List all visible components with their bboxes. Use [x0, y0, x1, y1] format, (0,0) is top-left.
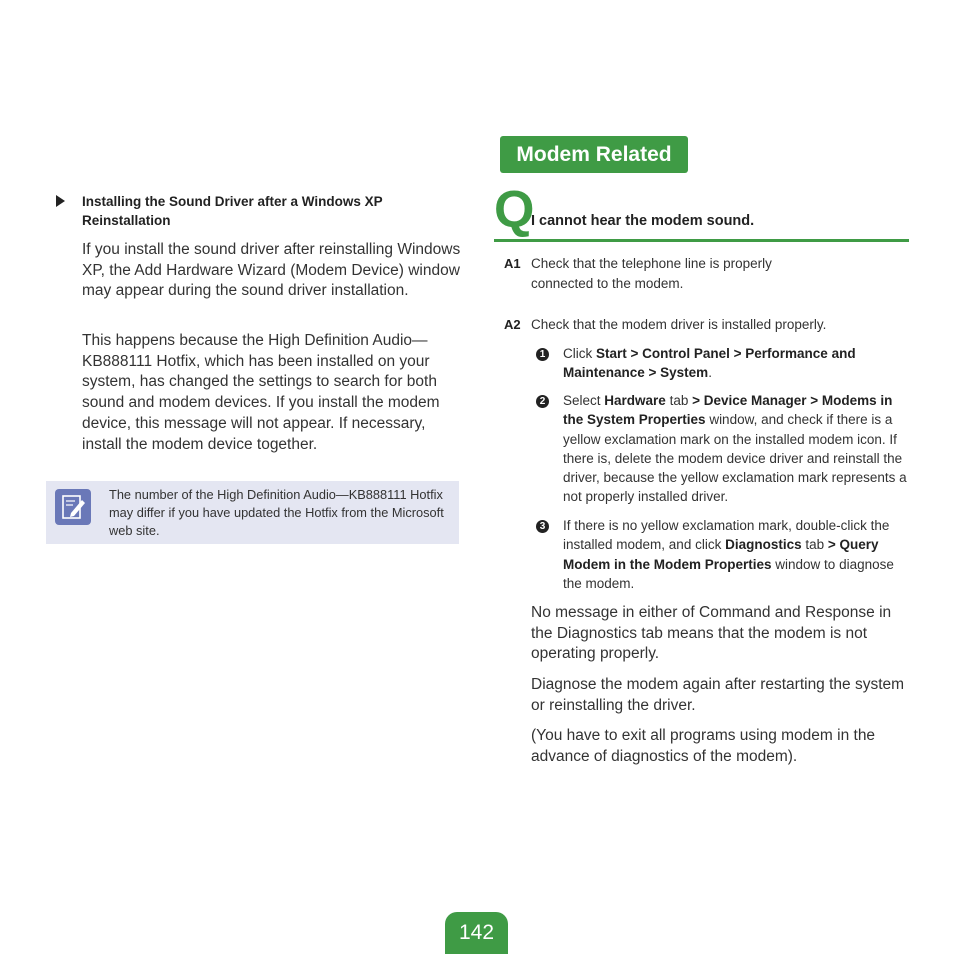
step-3-bold: Diagnostics	[725, 537, 802, 553]
step-2-part: tab	[665, 393, 693, 408]
page-number: 142	[445, 912, 508, 954]
step-3-part: window to diagnose the modem.	[563, 556, 894, 591]
right-paragraph-3: (You have to exit all programs using modem in the advance of diagnostics of the modem).	[531, 727, 876, 765]
right-paragraph-1: No message in either of Command and Response in the Diagnostics tab means that the modem is not operating properly.	[531, 604, 892, 663]
step-2-bold: > Device Manager > Modems in the System Properties	[563, 393, 893, 428]
step-1-part: .	[708, 365, 712, 381]
subsection-heading-text: Installing the Sound Driver after a Windows XP Reinstallation	[82, 194, 383, 228]
step-1-text	[563, 344, 908, 383]
subsection-heading	[56, 192, 416, 230]
step-2-bold: Hardware	[604, 393, 666, 408]
step-3-bold: > Query Modem in the Modem Properties	[563, 537, 879, 572]
right-paragraph-2: Diagnose the modem again after restarting the system or reinstalling the driver.	[531, 676, 905, 714]
question-text: I cannot hear the modem sound.	[531, 213, 755, 229]
answer-1-label: A1	[504, 256, 521, 271]
answer-1-text: Check that the telephone line is properly connected to the modem.	[531, 256, 772, 291]
step-1-part: Click	[563, 346, 596, 361]
left-paragraph-2: This happens because the High Definition Audio—KB888111 Hotfix, which has been installed on your system, has changed the settings to search for both sound and modem devices. If you install the modem device, this message will not appear. If necessary, install the modem device together.	[82, 332, 440, 453]
triangle-bullet-icon	[56, 195, 65, 207]
note-pencil-icon	[55, 489, 91, 525]
note-box	[46, 481, 459, 544]
step-3-number-icon: 3	[536, 520, 549, 533]
step-3-part: If there is no yellow exclamation mark, double-click the installed modem, and click	[563, 518, 890, 553]
question-divider	[494, 239, 909, 242]
step-3-part: tab	[801, 537, 828, 553]
step-1-bold: Start > Control Panel > Performance and Maintenance > System	[563, 346, 856, 381]
step-2-number-icon: 2	[536, 395, 549, 408]
left-paragraph-1: If you install the sound driver after reinstalling Windows XP, the Add Hardware Wizard (Modem Device) window may appear during the sound driver installation.	[82, 241, 461, 300]
step-3-text	[563, 516, 908, 593]
step-2-part: window, and check if there is a yellow exclamation mark on the installed modem icon. If there is, delete the modem device driver and reinstall the driver, because the yellow exclamation mark represents a not properly installed driver.	[563, 412, 907, 505]
step-2-text	[563, 391, 908, 507]
question-q-letter: Q	[494, 181, 535, 239]
section-title: Modem Related	[500, 136, 688, 173]
answer-2-text: Check that the modem driver is installed properly.	[531, 317, 827, 332]
note-text: The number of the High Definition Audio—KB888111 Hotfix may differ if you have updated the Hotfix from the Microsoft web site.	[109, 487, 444, 539]
step-1-number-icon: 1	[536, 348, 549, 361]
step-2-part: Select	[563, 393, 605, 408]
answer-2-label: A2	[504, 317, 521, 332]
